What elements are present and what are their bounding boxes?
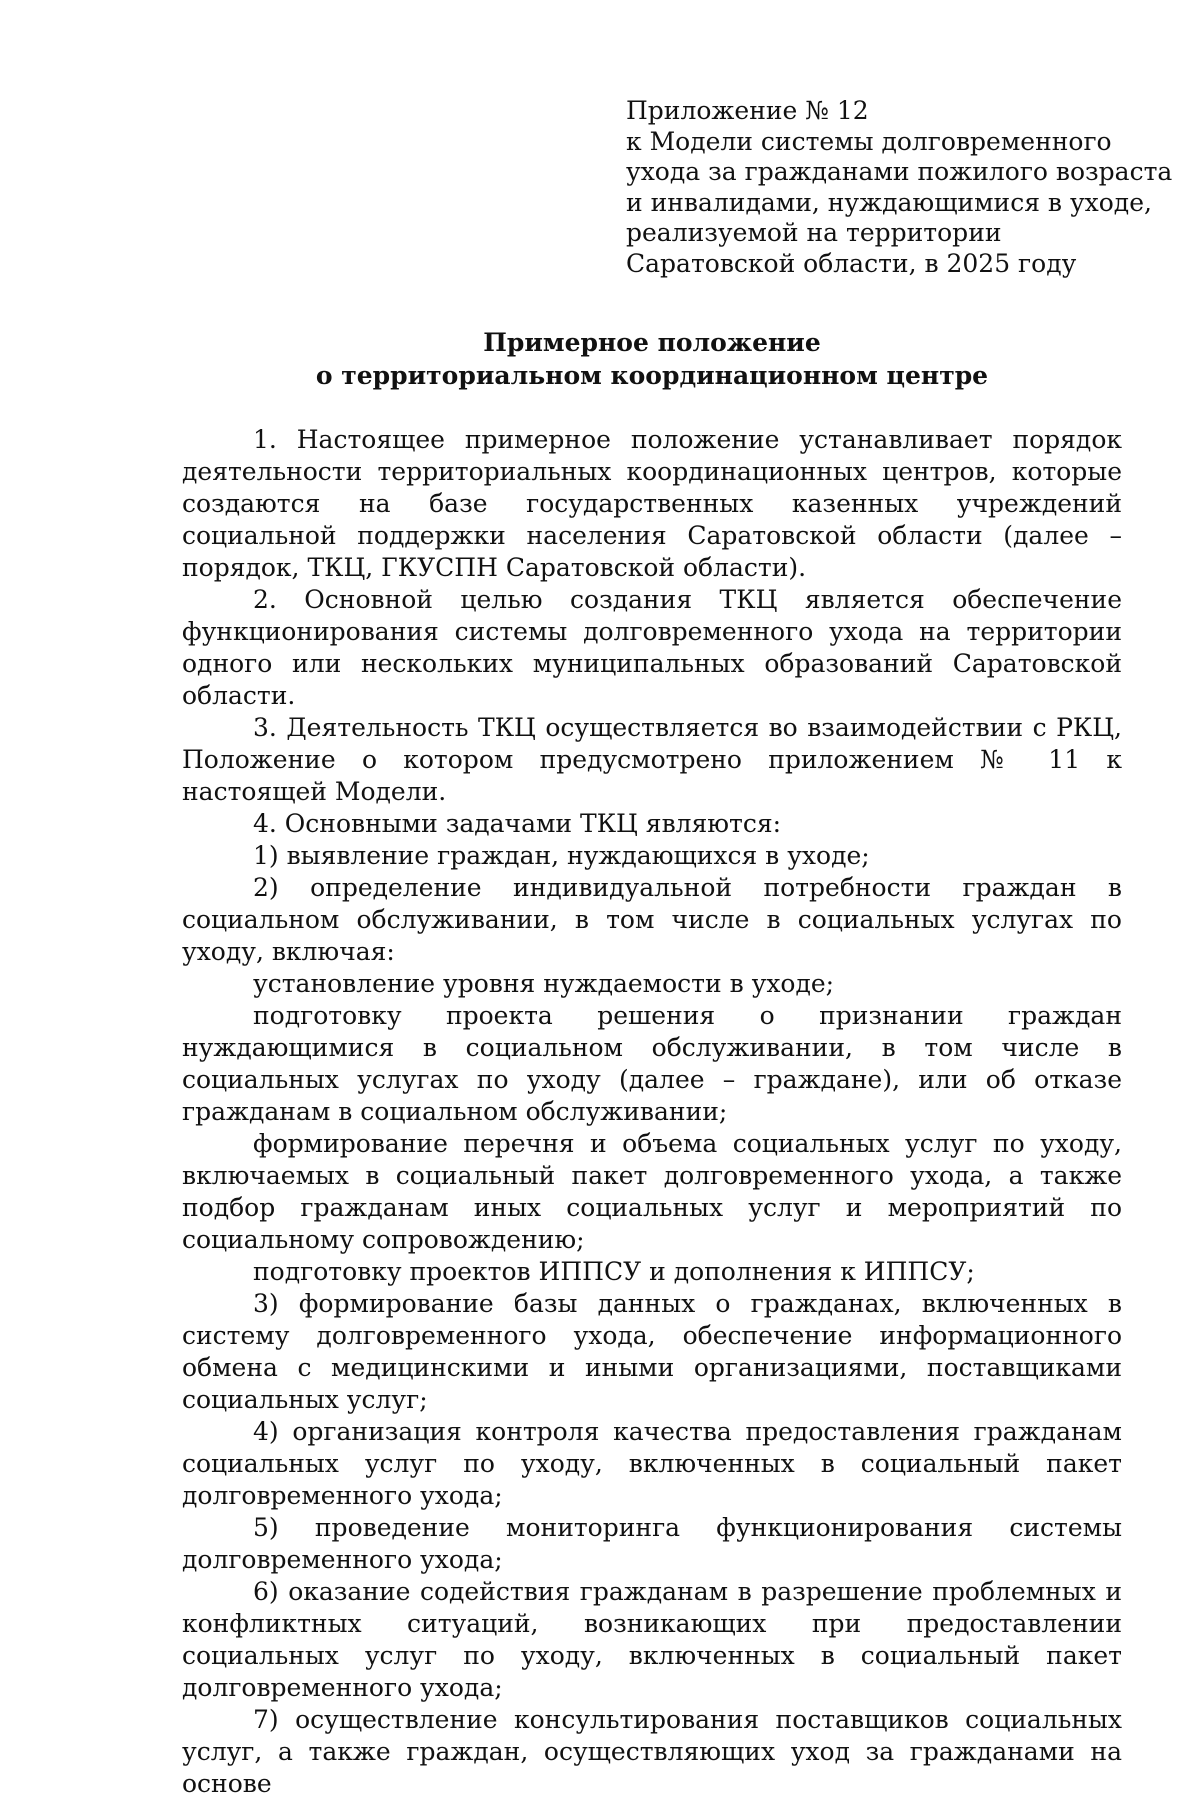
- appendix-line: и инвалидами, нуждающимися в уходе,: [626, 187, 1152, 217]
- task-item-4: 4) организация контроля качества предоставления гражданам социальных услуг по уходу, включенных в социальный пакет долговременного ухода;: [182, 1417, 1122, 1510]
- paragraph-1: 1. Настоящее примерное положение устанавливает порядок деятельности территориальных координационных центров, которые создаются на базе государственных казенных учреждений социальной поддержки населения Саратовской области (далее – порядок, ТКЦ, ГКУСПН Саратовской области).: [182, 425, 1122, 582]
- task-item-2: 2) определение индивидуальной потребности граждан в социальном обслуживании, в том числе в социальных услугах по уходу, включая:: [182, 873, 1122, 966]
- appendix-line: Саратовской области, в 2025 году: [626, 248, 1077, 278]
- document-title: [182, 326, 1122, 392]
- paragraph-4: 4. Основными задачами ТКЦ являются:: [253, 809, 782, 838]
- appendix-line: реализуемой на территории: [626, 218, 1002, 247]
- subtask-item: подготовку проектов ИППСУ и дополнения к ИППСУ;: [253, 1257, 975, 1286]
- subtask-item: формирование перечня и объема социальных услуг по уходу, включаемых в социальный пакет долговременного ухода, а также подбор гражданам иных социальных услуг и мероприятий по социальному сопровождению;: [182, 1129, 1122, 1254]
- task-item-6: 6) оказание содействия гражданам в разрешение проблемных и конфликтных ситуаций, возникающих при предоставлении социальных услуг по уходу, включенных в социальный пакет долговременного ухода;: [182, 1577, 1122, 1702]
- title-line-2: о территориальном координационном центре: [315, 361, 989, 390]
- appendix-line: Приложение № 12: [626, 96, 869, 125]
- subtask-item: установление уровня нуждаемости в уходе;: [253, 969, 835, 998]
- task-item-3: 3) формирование базы данных о гражданах, включенных в систему долговременного ухода, обеспечение информационного обмена с медицинскими и иными организациями, поставщиками социальных услуг;: [182, 1289, 1122, 1414]
- paragraph-2: 2. Основной целью создания ТКЦ является обеспечение функционирования системы долговременного ухода на территории одного или нескольких муниципальных образований Саратовской области.: [182, 585, 1122, 710]
- task-item-5: 5) проведение мониторинга функционирования системы долговременного ухода;: [182, 1513, 1122, 1574]
- subtask-item: подготовку проекта решения о признании граждан нуждающимися в социальном обслуживании, в том числе в социальных услугах по уходу (далее – граждане), или об отказе гражданам в социальном обслуживании;: [182, 1001, 1122, 1126]
- paragraph-3: 3. Деятельность ТКЦ осуществляется во взаимодействии с РКЦ, Положение о котором предусмотрено приложением № 11 к настоящей Модели.: [182, 713, 1122, 806]
- appendix-header: [626, 96, 1173, 279]
- task-item-7: 7) осуществление консультирования поставщиков социальных услуг, а также граждан, осуществляющих уход за гражданами на основе: [182, 1705, 1122, 1798]
- document-body: [182, 424, 1122, 1800]
- task-item-1: 1) выявление граждан, нуждающихся в уходе;: [253, 841, 870, 870]
- title-line-1: Примерное положение: [483, 328, 821, 357]
- appendix-line: ухода за гражданами пожилого возраста: [626, 157, 1173, 186]
- appendix-line: к Модели системы долговременного: [626, 126, 1112, 156]
